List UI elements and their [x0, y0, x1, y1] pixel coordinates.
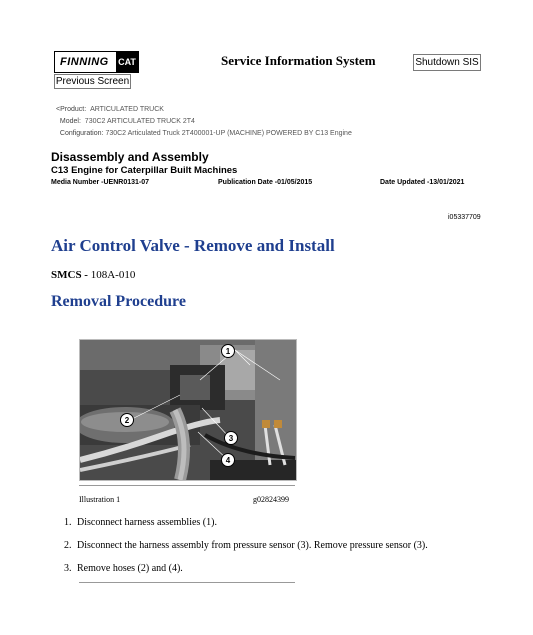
- procedure-heading: Removal Procedure: [51, 293, 186, 310]
- callout-2: 2: [120, 413, 134, 427]
- section-subtitle: C13 Engine for Caterpillar Built Machines: [51, 165, 238, 176]
- list-item: [64, 540, 428, 563]
- app-title: Service Information System: [221, 53, 376, 68]
- callout-3: 3: [224, 431, 238, 445]
- breadcrumb-model: [56, 116, 352, 128]
- illustration-photo: [79, 339, 297, 481]
- model-value: 730C2 ARTICULATED TRUCK 2T4: [84, 118, 195, 125]
- page-title: Air Control Valve - Remove and Install: [51, 236, 335, 255]
- list-item: [64, 517, 428, 540]
- product-label[interactable]: <Product:: [56, 106, 87, 113]
- media-number: Media Number -UENR0131-07: [51, 179, 150, 186]
- step-text: Remove hoses (2) and (4).: [77, 563, 183, 574]
- caption-divider: [79, 485, 295, 486]
- illustration-caption: Illustration 1: [79, 495, 121, 504]
- config-value: 730C2 Articulated Truck 2T400001-UP (MACHINE) POWERED BY C13 Engine: [105, 130, 352, 137]
- step-text: Disconnect the harness assembly from pressure sensor (3). Remove pressure sensor (3).: [77, 540, 428, 551]
- model-label: Model:: [59, 118, 81, 125]
- publication-date: Publication Date -01/05/2015: [218, 179, 313, 186]
- smcs-code: [51, 269, 135, 281]
- step-text: Disconnect harness assemblies (1).: [77, 517, 217, 528]
- date-updated: Date Updated -13/01/2021: [380, 179, 465, 186]
- product-value: ARTICULATED TRUCK: [90, 106, 164, 113]
- breadcrumb-configuration: [56, 128, 352, 140]
- breadcrumb-product: [56, 104, 352, 116]
- smcs-label: SMCS -: [51, 269, 88, 281]
- procedure-steps: [64, 517, 428, 586]
- finning-cat-logo: [54, 51, 139, 73]
- callout-4: 4: [221, 453, 235, 467]
- previous-screen-button[interactable]: Previous Screen: [55, 76, 130, 87]
- config-label: Configuration:: [59, 130, 104, 137]
- breadcrumb: [56, 104, 352, 140]
- document-id: i05337709: [448, 214, 481, 221]
- end-divider: [79, 582, 295, 583]
- cat-logo-mark: CAT: [116, 52, 138, 72]
- step-number: 3.: [64, 563, 72, 574]
- engine-photo-graphic: [80, 340, 296, 480]
- logo-word: FINNING: [60, 56, 109, 68]
- step-number: 1.: [64, 517, 72, 528]
- illustration-graphic-id: g02824399: [253, 495, 289, 504]
- callout-1: 1: [221, 344, 235, 358]
- smcs-value: 108A-010: [90, 269, 136, 281]
- shutdown-sis-button[interactable]: Shutdown SIS: [413, 54, 481, 71]
- section-title: Disassembly and Assembly: [51, 150, 209, 164]
- step-number: 2.: [64, 540, 72, 551]
